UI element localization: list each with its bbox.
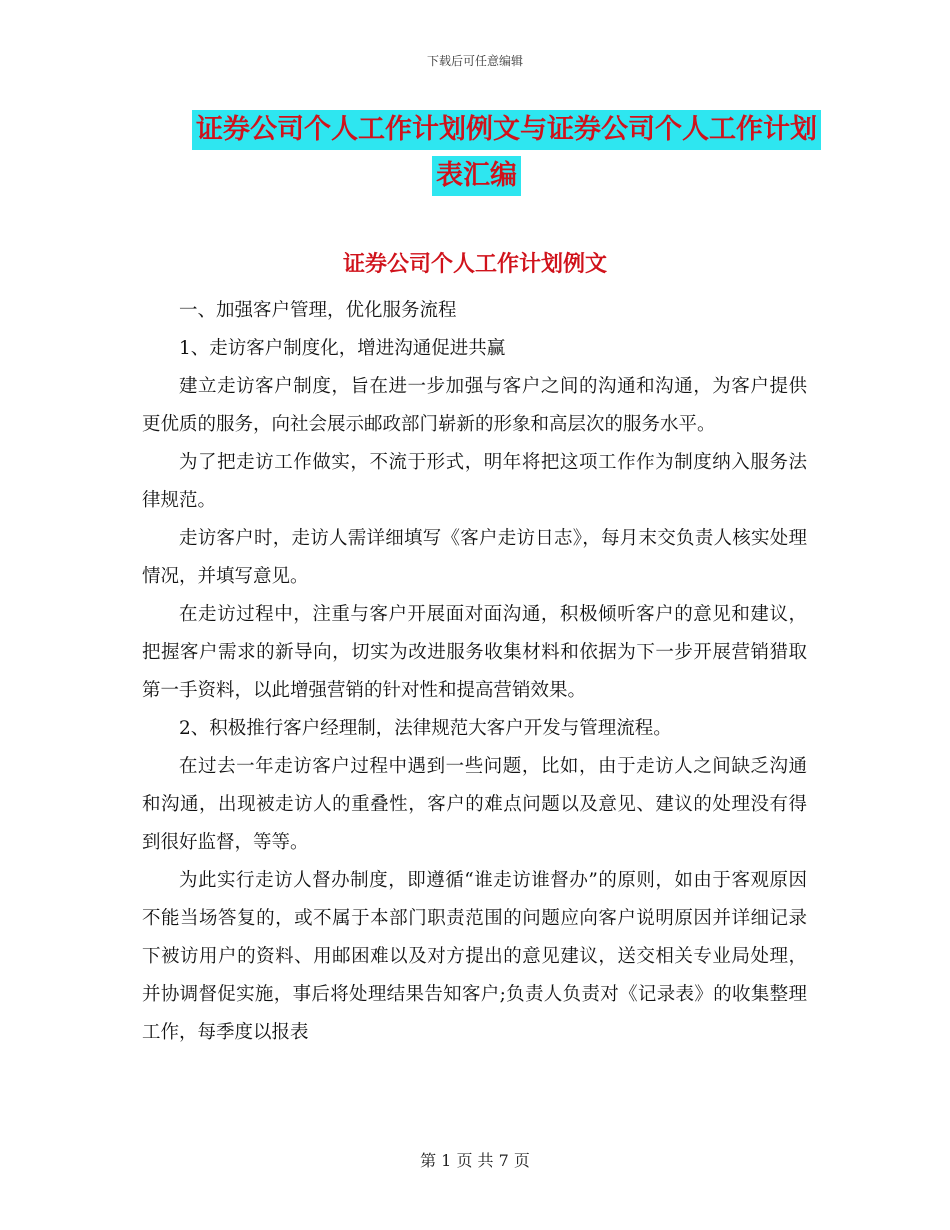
paragraph: 1、走访客户制度化，增进沟通促进共赢 — [179, 338, 506, 359]
paragraph: 一、加强客户管理，优化服务流程 — [179, 300, 457, 321]
section-title: 证券公司个人工作计划例文 — [342, 252, 607, 277]
page-footer: 第 1 页 共 7 页 — [420, 1151, 530, 1170]
header-note: 下载后可任意编辑 — [426, 54, 523, 68]
title-line-1: 证券公司个人工作计划例文与证券公司个人工作计划 — [192, 110, 821, 150]
paragraph: 建立走访客户制度，旨在进一步加强与客户之间的沟通和沟通，为客户提供更优质的服务，向社会展示邮政部门崭新的形象和高层次的服务水平。 — [142, 376, 807, 435]
paragraph: 走访客户时，走访人需详细填写《客户走访日志》，每月末交负责人核实处理情况，并填写意见。 — [142, 528, 807, 587]
paragraph: 2、积极推行客户经理制，法律规范大客户开发与管理流程。 — [179, 718, 672, 739]
paragraph: 在走访过程中，注重与客户开展面对面沟通，积极倾听客户的意见和建议，把握客户需求的新导向，切实为改进服务收集材料和依据为下一步开展营销猎取第一手资料，以此增强营销的针对性和提高营销效果。 — [142, 604, 807, 701]
paragraph: 在过去一年走访客户过程中遇到一些问题，比如，由于走访人之间缺乏沟通和沟通，出现被走访人的重叠性，客户的难点问题以及意见、建议的处理没有得到很好监督，等等。 — [142, 756, 807, 853]
paragraph: 为了把走访工作做实，不流于形式，明年将把这项工作作为制度纳入服务法律规范。 — [142, 452, 807, 511]
body-text — [142, 292, 807, 1052]
title-line-2: 表汇编 — [432, 156, 521, 196]
paragraph: 为此实行走访人督办制度，即遵循“谁走访谁督办”的原则，如由于客观原因不能当场答复的，或不属于本部门职责范围的问题应向客户说明原因并详细记录下被访用户的资料、用邮困难以及对方提出的意见建议，送交相关专业局处理，并协调督促实施，事后将处理结果告知客户;负责人负责对《记录表》的收集整理工作，每季度以报表 — [142, 870, 807, 1043]
